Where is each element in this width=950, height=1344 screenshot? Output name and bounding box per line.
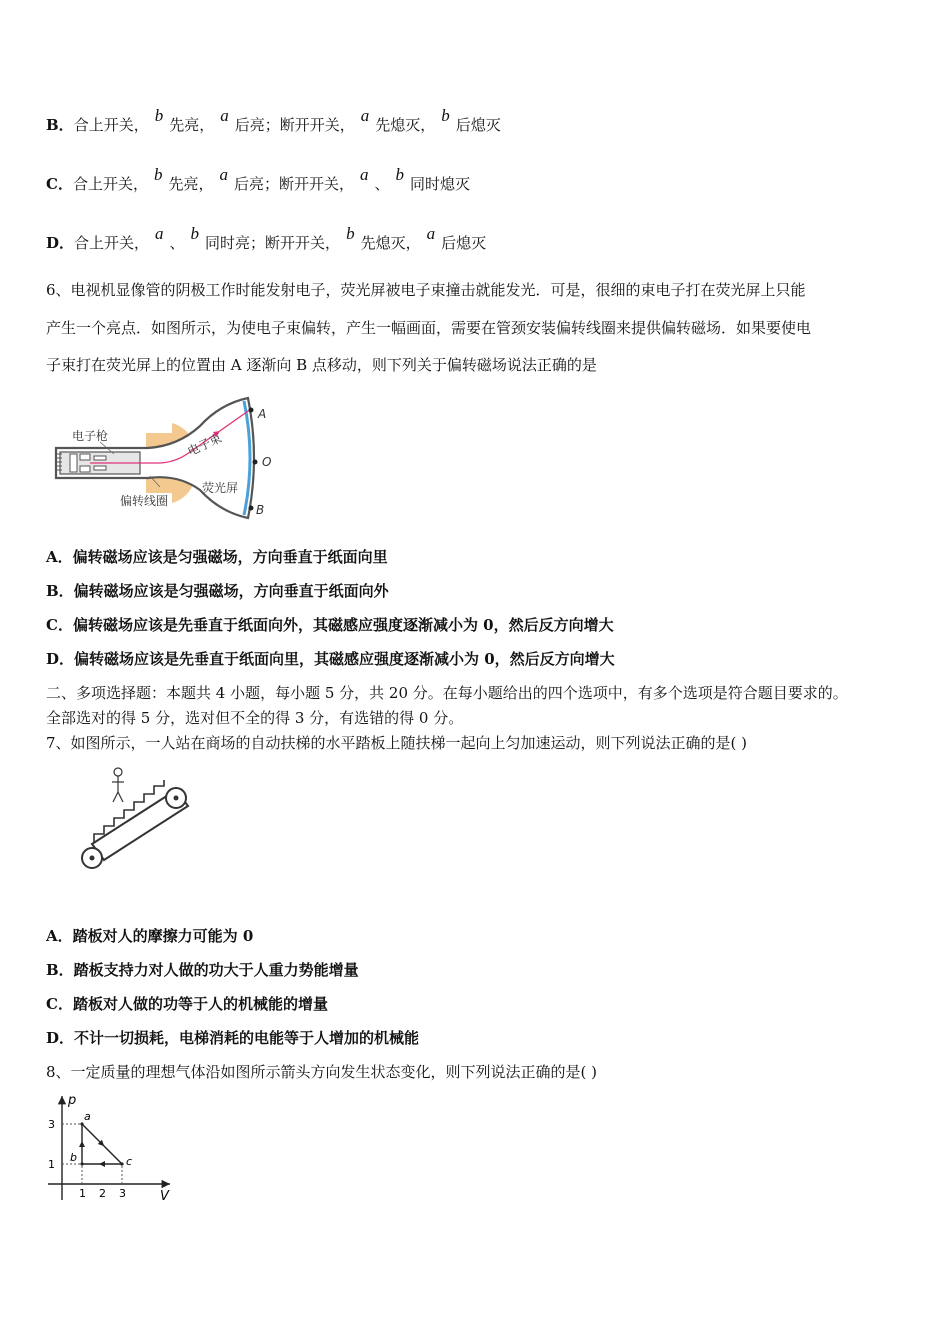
label-screen: 荧光屏 [202,481,239,495]
label-point-o: O [262,455,272,469]
q6-option-c: C．偏转磁场应该是先垂直于纸面向外，其磁感应强度逐渐减小为 0，然后反方向增大 [46,616,614,634]
label-electron-gun: 电子枪 [72,429,109,443]
q6-stem-line-3: 子束打在荧光屏上的位置由 A 逐渐向 B 点移动，则下列关于偏转磁场说法正确的是 [46,356,597,374]
person-head [114,768,122,776]
axis-label-p: p [68,1093,77,1108]
q6-stem-line-1: 6、电视机显像管的阴极工作时能发射电子，荧光屏被电子束撞击就能发光．可是，很细的束电子打在荧光屏上只能 [46,281,806,299]
process-c-to-b-arrow [99,1161,105,1167]
q6-option-b: B．偏转磁场应该是匀强磁场，方向垂直于纸面向外 [46,582,389,600]
label-electron-beam: 电子束 [185,430,224,459]
x-tick-label-2: 2 [99,1187,106,1200]
process-b-to-a-arrow [79,1141,85,1147]
q7-option-a: A．踏板对人的摩擦力可能为 0 [46,927,254,945]
q8-stem: 8、一定质量的理想气体沿如图所示箭头方向发生状态变化，则下列说法正确的是( ) [46,1063,598,1081]
state-point-b [80,1162,83,1165]
label-point-a: A [258,407,267,421]
pv-graph [42,1092,182,1207]
state-label-c: c [126,1155,133,1168]
label-point-b: B [256,503,265,517]
axis-label-v: V [160,1189,169,1204]
section-2-header-line-2: 全部选对的得 5 分，选对但不全的得 3 分，有选错的得 0 分。 [46,709,464,727]
x-tick-label-1: 1 [79,1187,86,1200]
q7-option-c: C．踏板对人做的功等于人的机械能的增量 [46,995,328,1013]
state-label-b: b [70,1151,77,1164]
x-tick-label-3: 3 [119,1187,126,1200]
section-2-header-line-1: 二、多项选择题：本题共 4 小题，每小题 5 分，共 20 分。在每小题给出的四个选项中，有多个选项是符合题目要求的。 [46,684,848,702]
q5-option-d: D．合上开关， a 、 b 同时亮；断开开关， b 先熄灭， a 后熄灭 [46,224,487,252]
q7-option-b: B．踏板支持力对人做的功大于人重力势能增量 [46,961,359,979]
q5-option-b: B．合上开关， b 先亮， a 后亮；断开开关， a 先熄灭， b 后熄灭 [46,106,501,134]
escalator-diagram [78,762,196,880]
q6-option-d: D．偏转磁场应该是先垂直于纸面向里，其磁感应强度逐渐减小为 0，然后反方向增大 [46,650,615,668]
crt-diagram [50,390,290,525]
state-point-c [120,1162,123,1165]
q6-stem-line-2: 产生一个亮点．如图所示，为使电子束偏转，产生一幅画面，需要在管颈安装偏转线圈来提供偏转磁场．如果要使电 [46,319,812,337]
q6-option-a: A．偏转磁场应该是匀强磁场，方向垂直于纸面向里 [46,548,388,566]
q5-option-c: C．合上开关， b 先亮， a 后亮；断开开关， a 、 b 同时熄灭 [46,165,471,193]
label-coil: 偏转线圈 [120,494,169,508]
q7-stem: 7、如图所示，一人站在商场的自动扶梯的水平踏板上随扶梯一起向上匀加速运动，则下列说法正确的是( ) [46,734,748,752]
state-label-a: a [84,1110,91,1123]
y-tick-label-3: 3 [48,1118,55,1131]
y-tick-label-1: 1 [48,1158,55,1171]
q7-option-d: D．不计一切损耗，电梯消耗的电能等于人增加的机械能 [46,1029,420,1047]
